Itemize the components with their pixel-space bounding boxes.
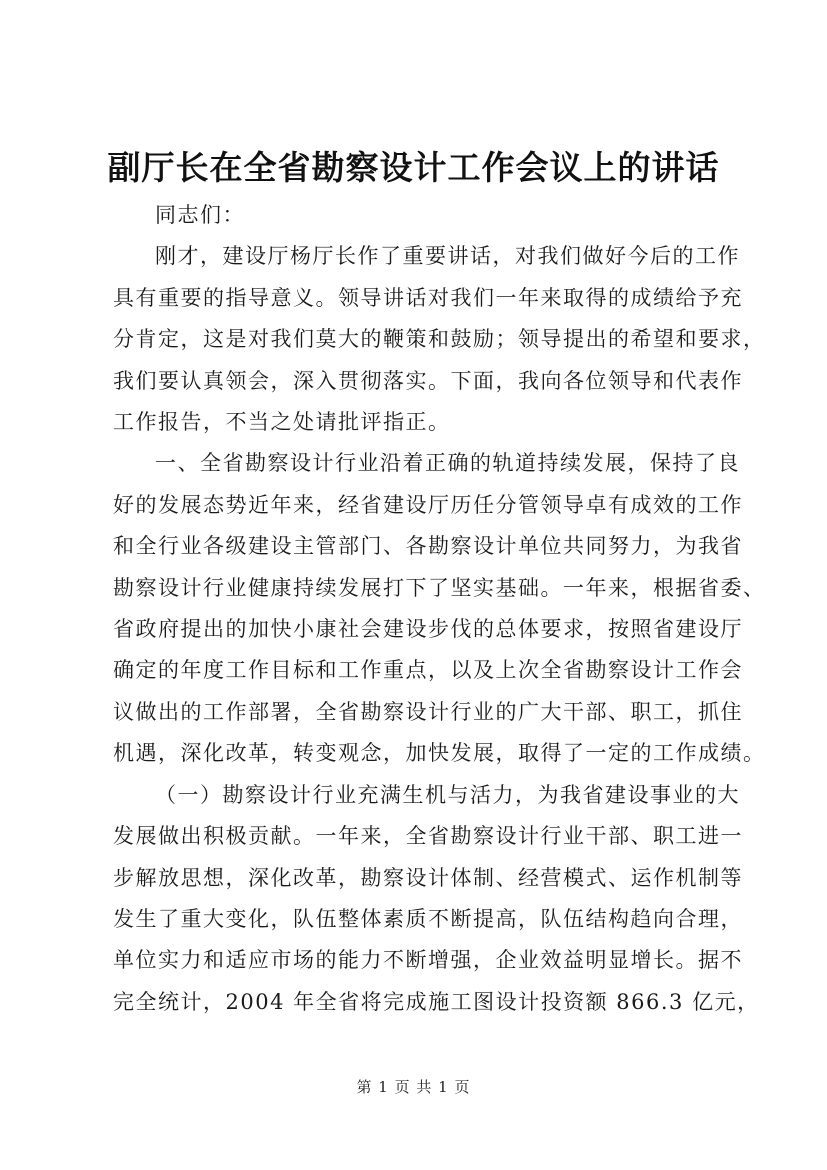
text-line: 我们要认真领会，深入贯彻落实。下面，我向各位领导和代表作 (113, 368, 743, 393)
text-line: 勘察设计行业健康持续发展打下了坚实基础。一年来，根据省委、 (113, 575, 766, 600)
text-line: 刚才，建设厅杨厅长作了重要讲话，对我们做好今后的工作 (155, 244, 740, 269)
text-line: 完全统计，2004 年全省将完成施工图设计投资额 866.3 亿元， (113, 989, 760, 1014)
text-line: 发生了重大变化，队伍整体素质不断提高，队伍结构趋向合理， (113, 906, 743, 931)
text-line: 工作报告，不当之处请批评指正。 (113, 410, 451, 435)
document-title: 副厅长在全省勘察设计工作会议上的讲话 (107, 148, 720, 187)
text-line: 一、全省勘察设计行业沿着正确的轨道持续发展，保持了良 (155, 451, 740, 476)
document-body (113, 195, 766, 1023)
text-line: 机遇，深化改革，转变观念，加快发展，取得了一定的工作成绩。 (113, 741, 766, 766)
text-line: 同志们： (155, 203, 245, 227)
text-line: 发展做出积极贡献。一年来，全省勘察设计行业干部、职工进一 (113, 824, 743, 849)
text-line: 议做出的工作部署，全省勘察设计行业的广大干部、职工，抓住 (113, 699, 743, 724)
text-line: 步解放思想，深化改革，勘察设计体制、经营模式、运作机制等 (113, 865, 743, 890)
text-line: 确定的年度工作目标和工作重点，以及上次全省勘察设计工作会 (113, 658, 743, 683)
text-line: 省政府提出的加快小康社会建设步伐的总体要求，按照省建设厅 (113, 617, 743, 642)
text-line: 具有重要的指导意义。领导讲话对我们一年来取得的成绩给予充 (113, 285, 743, 310)
text-line: 单位实力和适应市场的能力不断增强，企业效益明显增长。据不 (113, 948, 743, 973)
text-line: 好的发展态势近年来，经省建设厅历任分管领导卓有成效的工作 (113, 492, 743, 517)
text-line: （一）勘察设计行业充满生机与活力，为我省建设事业的大 (155, 782, 740, 807)
text-line: 分肯定，这是对我们莫大的鞭策和鼓励；领导提出的希望和要求， (113, 327, 766, 352)
page-number-footer: 第 1 页 共 1 页 (356, 1078, 471, 1096)
text-line: 和全行业各级建设主管部门、各勘察设计单位共同努力，为我省 (113, 534, 743, 559)
